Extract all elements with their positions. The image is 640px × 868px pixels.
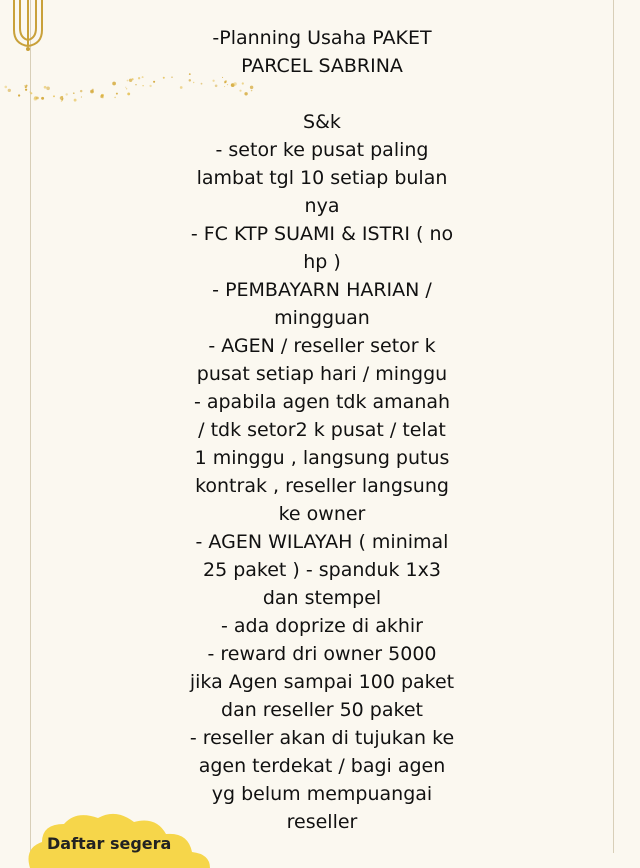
- daftar-segera-button[interactable]: Daftar segera: [47, 834, 172, 853]
- text-line: reseller: [286, 811, 358, 833]
- sparkle-dot: [53, 95, 55, 97]
- text-line: - PEMBAYARN HARIAN /: [212, 279, 432, 301]
- sparkle-dot: [8, 89, 11, 92]
- sparkle-dot: [24, 85, 26, 87]
- sparkle-dot: [61, 101, 62, 102]
- sparkle-dot: [138, 77, 140, 79]
- sparkle-dot: [46, 86, 50, 90]
- text-line: / tdk setor2 k pusat / telat: [198, 419, 446, 441]
- text-line: yg belum mempuangai: [211, 783, 433, 805]
- text-line: ke owner: [278, 503, 366, 525]
- text-line: - FC KTP SUAMI & ISTRI ( no: [190, 223, 454, 245]
- text-line: hp ): [303, 251, 341, 273]
- sparkle-dot: [90, 90, 94, 94]
- sparkle-dot: [127, 92, 130, 95]
- text-line: - reseller akan di tujukan ke: [189, 727, 455, 749]
- sparkle-dot: [127, 80, 129, 82]
- sparkle-dot: [102, 97, 104, 99]
- sparkle-dot: [112, 82, 116, 86]
- sparkle-dot: [116, 93, 118, 95]
- sparkle-dot: [65, 93, 67, 95]
- sparkle-dot: [114, 97, 116, 99]
- title-line-1: -Planning Usaha PAKET: [212, 27, 432, 49]
- sparkle-dot: [142, 76, 144, 78]
- sparkle-dot: [41, 97, 44, 100]
- sparkle-dot: [36, 97, 39, 100]
- title-line-2: PARCEL SABRINA: [241, 55, 403, 77]
- sparkle-dot: [4, 86, 7, 89]
- text-line: - apabila agen tdk amanah: [193, 391, 451, 413]
- sparkle-dot: [25, 89, 27, 91]
- sparkle-dot: [81, 96, 82, 97]
- text-line: jika Agen sampai 100 paket: [189, 671, 455, 693]
- sparkle-dot: [44, 86, 47, 89]
- sparkle-dot: [125, 87, 126, 88]
- text-line: - ada doprize di akhir: [221, 615, 423, 637]
- text-line: nya: [304, 195, 340, 217]
- text-line: - reward dri owner 5000: [207, 643, 437, 665]
- sparkle-dot: [135, 84, 136, 85]
- text-line: kontrak , reseller langsung: [195, 475, 449, 497]
- text-line: - setor ke pusat paling: [215, 139, 429, 161]
- sparkle-dot: [80, 90, 82, 92]
- sparkle-dot: [73, 92, 75, 94]
- text-line: - AGEN / reseller setor k: [208, 335, 436, 357]
- sparkle-dot: [74, 99, 77, 102]
- sparkle-dot: [25, 86, 27, 88]
- text-line: agen terdekat / bagi agen: [198, 755, 446, 777]
- text-line: lambat tgl 10 setiap bulan: [196, 167, 448, 189]
- text-line: pusat setiap hari / minggu: [196, 363, 448, 385]
- lantern-ornament-icon: [8, 0, 48, 52]
- text-line: dan reseller 50 paket: [221, 699, 423, 721]
- text-line: mingguan: [274, 307, 370, 329]
- text-line: 25 paket ) - spanduk 1x3: [203, 559, 441, 581]
- sparkle-dot: [18, 94, 20, 96]
- sparkle-dot: [142, 85, 143, 86]
- text-line: 1 minggu , langsung putus: [194, 447, 450, 469]
- document-content: [150, 24, 494, 836]
- text-line: - AGEN WILAYAH ( minimal: [195, 531, 449, 553]
- sparkle-dot: [29, 91, 31, 93]
- sparkle-dot: [60, 96, 63, 99]
- frame-line-left: [30, 0, 31, 853]
- heading: S&k: [303, 111, 341, 133]
- spacer: [150, 80, 494, 108]
- sparkle-dot: [126, 88, 127, 89]
- text-line: dan stempel: [262, 587, 382, 609]
- sparkle-dot: [132, 78, 134, 80]
- frame-line-right: [613, 0, 614, 853]
